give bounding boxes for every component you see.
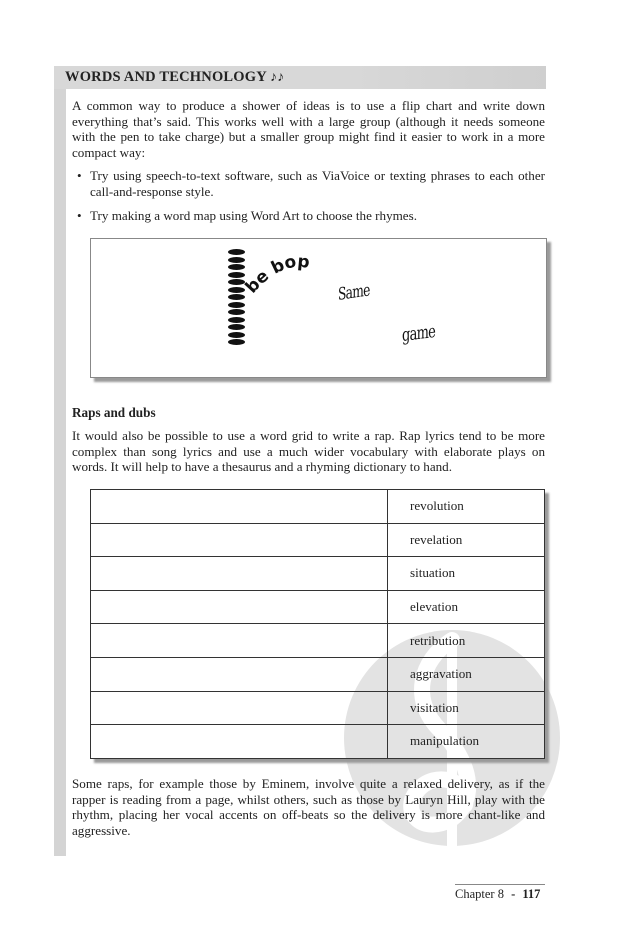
- bullet-item: [72, 208, 545, 224]
- grid-row: [91, 725, 545, 759]
- word-art-same: Same: [338, 280, 370, 305]
- bullet-list: [72, 168, 545, 233]
- grid-row: [91, 691, 545, 725]
- bullet-icon: •: [77, 208, 82, 224]
- word-art-game: game: [402, 320, 436, 346]
- footer-separator: -: [511, 887, 516, 901]
- music-notes-icon: ♪♪: [269, 70, 285, 85]
- grid-blank-cell[interactable]: [91, 523, 388, 557]
- grid-word-cell: retribution: [388, 624, 545, 658]
- grid-row: [91, 557, 545, 591]
- word-art-o-glyph: [228, 317, 245, 323]
- grid-word-cell: revelation: [388, 523, 545, 557]
- grid-word-cell: manipulation: [388, 725, 545, 759]
- bullet-text: Try using speech-to-text software, such as ViaVoice or texting phrases to each other call-and-response style.: [90, 168, 545, 199]
- word-map-figure: [90, 238, 547, 378]
- grid-blank-cell[interactable]: [91, 490, 388, 524]
- word-art-o-glyph: [228, 332, 245, 338]
- footer-rule: [455, 884, 545, 885]
- arc-text-path: be bop: [241, 251, 311, 298]
- subsection-title: Raps and dubs: [72, 405, 156, 420]
- sidebar-accent-bar: [54, 66, 66, 856]
- page-footer: [455, 887, 540, 902]
- grid-word-cell: situation: [388, 557, 545, 591]
- grid-row: [91, 657, 545, 691]
- header-title-text: WORDS AND TECHNOLOGY: [65, 69, 267, 85]
- grid-row: [91, 523, 545, 557]
- page-number: 117: [522, 887, 541, 901]
- grid-word-cell: elevation: [388, 590, 545, 624]
- grid-word-cell: revolution: [388, 490, 545, 524]
- bullet-icon: •: [77, 168, 82, 183]
- grid-row: [91, 590, 545, 624]
- grid-blank-cell[interactable]: [91, 557, 388, 591]
- word-art-arc-text: [242, 252, 311, 298]
- closing-paragraph: Some raps, for example those by Eminem, involve quite a relaxed delivery, as if the rapper is reading from a page, whilst others, such as those by Lauryn Hill, play with the rhythm, placing her vocal accents on off-beats so the delivery is more chant-like and aggressive.: [72, 776, 545, 838]
- word-art-o-glyph: [228, 309, 245, 315]
- grid-word-cell: aggravation: [388, 657, 545, 691]
- bullet-item: [72, 168, 545, 199]
- grid-blank-cell[interactable]: [91, 691, 388, 725]
- grid-blank-cell[interactable]: [91, 725, 388, 759]
- grid-row: [91, 624, 545, 658]
- word-art-o-glyph: [228, 324, 245, 330]
- rhyme-word-grid: [90, 489, 545, 759]
- bullet-text: Try making a word map using Word Art to choose the rhymes.: [90, 208, 417, 224]
- grid-row: [91, 490, 545, 524]
- section-paragraph: It would also be possible to use a word grid to write a rap. Rap lyrics tend to be more complex than song lyrics and use a much wider vocabulary with elaborate plays on words. It will help to have a thesaurus and a rhyming dictionary to hand.: [72, 428, 545, 475]
- grid-blank-cell[interactable]: [91, 624, 388, 658]
- grid-blank-cell[interactable]: [91, 657, 388, 691]
- intro-paragraph: A common way to produce a shower of ideas is to use a flip chart and write down everything that’s said. This works well with a large group (although it needs someone with the pen to take charge) but a smaller group might find it easier to work in a more compact way:: [72, 98, 545, 160]
- grid-blank-cell[interactable]: [91, 590, 388, 624]
- section-header: [65, 69, 284, 86]
- word-art-o-glyph: [228, 339, 245, 345]
- chapter-label: Chapter 8: [455, 887, 504, 901]
- grid-word-cell: visitation: [388, 691, 545, 725]
